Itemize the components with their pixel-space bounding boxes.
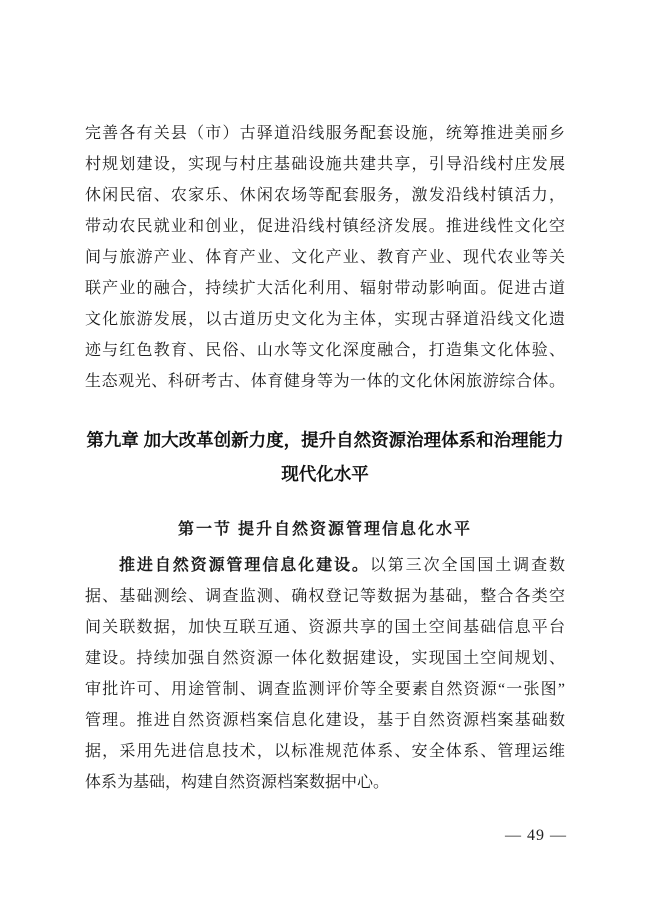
- text-line: 完善各有关县（市）古驿道沿线服务配套设施，统筹推进美丽乡: [85, 125, 565, 142]
- text-line: 体系为基础，构建自然资源档案数据中心。: [85, 774, 390, 791]
- text-line: 间关联数据，加快互联互通、资源共享的国土空间基础信息平台: [85, 619, 565, 636]
- text-line: 文化旅游发展，以古道历史文化为主体，实现古驿道沿线文化遗: [85, 311, 565, 328]
- text-line: 迹与红色教育、民俗、山水等文化深度融合，打造集文化体验、: [85, 342, 565, 359]
- text-line: 村规划建设，实现与村庄基础设施共建共享，引导沿线村庄发展: [85, 156, 565, 173]
- page-number-text: — 49 —: [505, 827, 567, 844]
- text-line: 联产业的融合，持续扩大活化利用、辐射带动影响面。促进古道: [85, 280, 565, 297]
- paragraph-informatization: [85, 550, 565, 798]
- text-line: 生态观光、科研考古、体育健身等为一体的文化休闲旅游综合体。: [85, 373, 565, 390]
- chapter-heading-line-1: 第九章 加大改革创新力度，提升自然资源治理体系和治理能力: [86, 430, 564, 450]
- chapter-heading: [85, 423, 565, 491]
- text-line: 据、基础测绘、调查监测、确权登记等数据为基础，整合各类空: [85, 588, 565, 605]
- text-line: 间与旅游产业、体育产业、文化产业、教育产业、现代农业等关: [85, 249, 565, 266]
- text-line: 审批许可、用途管制、调查监测评价等全要素自然资源“一张图”: [85, 681, 565, 698]
- lead-sentence-bold: 推进自然资源管理信息化建设。: [119, 557, 370, 574]
- chapter-heading-line-2: 现代化水平: [281, 464, 369, 484]
- paragraph-ancient-post-road: [85, 118, 565, 397]
- page-content: [85, 0, 565, 798]
- text-line: 管理。推进自然资源档案信息化建设，基于自然资源档案基础数: [85, 712, 565, 729]
- text-line: 休闲民宿、农家乐、休闲农场等配套服务，激发沿线村镇活力，: [85, 187, 565, 204]
- section-heading: 第一节 提升自然资源管理信息化水平: [177, 521, 472, 538]
- text-line: [85, 550, 565, 581]
- lead-line-rest: 以第三次全国国土调查数: [369, 557, 565, 574]
- text-line: 建设。持续加强自然资源一体化数据建设，实现国土空间规划、: [85, 650, 565, 667]
- page-number: [505, 826, 567, 846]
- text-line: 据，采用先进信息技术，以标准规范体系、安全体系、管理运维: [85, 743, 565, 760]
- text-line: 带动农民就业和创业，促进沿线村镇经济发展。推进线性文化空: [85, 218, 565, 235]
